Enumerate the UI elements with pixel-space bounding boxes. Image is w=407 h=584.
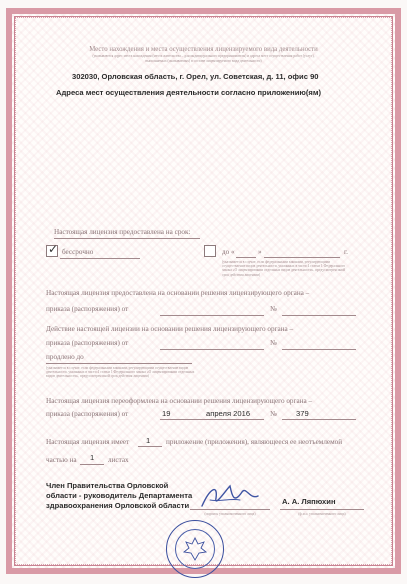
signatory-position-1: Член Правительства Орловской	[46, 481, 169, 490]
extension-line: Действие настоящей лицензии на основании решения лицензирующего органа –	[46, 325, 294, 333]
term-until-checkbox[interactable]	[204, 245, 216, 257]
until-month-line	[264, 257, 340, 258]
until-year: г.	[344, 248, 348, 256]
name-caption: (ф.и.о. уполномоченного лица)	[298, 512, 346, 516]
activity-location-note-2: выполняемых (оказываемых) в составе лицензируемого вида деятельности)	[145, 59, 262, 63]
extension-order-label: приказа (распоряжения) от	[46, 339, 129, 347]
term-note: (указывается в случае, если федеральными законами, регулирующими осуществление видов деятельности, указанных в части 4 статьи 1 Федерального закона «О лицензировании отдельных видов деятельности», предусмотрен иной срок действия лицензии)	[222, 260, 346, 277]
reissue-order-label: приказа (распоряжения) от	[46, 410, 129, 418]
reissue-day: 19	[162, 409, 171, 418]
appendix-sheets-line	[80, 464, 104, 465]
basis-date-line	[160, 315, 264, 316]
activity-location-note-1: (указываются адрес места нахождения (места жительства – для индивидуального предпринимателя) и адреса мест осуществления работ (услуг),	[92, 54, 315, 58]
signatory-position-3: здравоохранения Орловской области	[46, 501, 190, 510]
basis-order-label: приказа (распоряжения) от	[46, 305, 129, 313]
term-label: Настоящая лицензия предоставлена на срок:	[54, 228, 191, 236]
appendix-suffix: приложение (приложения), являющееся ее неотъемлемой	[166, 438, 343, 446]
check-icon: ✓	[48, 242, 59, 256]
license-address: 302030, Орловская область, г. Орел, ул. Советская, д. 11, офис 90	[72, 72, 319, 81]
signatory-name: А. А. Ляпюхин	[282, 497, 336, 506]
handwritten-signature	[196, 480, 266, 514]
term-underline	[54, 238, 200, 239]
appendix-count-line	[138, 446, 162, 447]
extension-date-line	[160, 349, 264, 350]
appendix-part-suffix: листах	[108, 456, 129, 464]
reissue-number-sign: №	[270, 410, 277, 418]
reissue-number: 379	[296, 409, 309, 418]
extended-until-label: продлено до	[46, 353, 84, 361]
reissue-number-line	[282, 419, 356, 420]
basis-line: Настоящая лицензия предоставлена на основании решения лицензирующего органа –	[46, 289, 310, 297]
basis-number-line	[282, 315, 356, 316]
reissue-line: Настоящая лицензия переоформлена на основании решения лицензирующего органа –	[46, 397, 313, 405]
extension-note: (указывается в случае, если федеральными законами, регулирующими осуществление видов деятельности, указанных в части 4 статьи 1 Федерального закона «О лицензировании отдельных видов деятельности», предусмотрен иной срок действия лицензии)	[46, 366, 195, 379]
signature-caption: (подпись уполномоченного лица)	[204, 512, 256, 516]
until-day-line	[236, 257, 256, 258]
until-mid: »	[258, 248, 262, 256]
basis-number-sign: №	[270, 305, 277, 313]
activity-location-heading: Место нахождения и места осуществления лицензируемого вида деятельности	[89, 46, 318, 53]
unlimited-label: бессрочно	[62, 248, 94, 256]
reissue-month-year: апреля 2016	[206, 409, 251, 418]
unlimited-underline	[60, 258, 140, 259]
unlimited-checkbox[interactable]	[46, 242, 59, 257]
reissue-date-line	[160, 419, 264, 420]
signatory-position-2: области - руководитель Департамента	[46, 491, 193, 500]
extension-number-line	[282, 349, 356, 350]
extended-until-line	[46, 363, 192, 364]
appendix-part-prefix: частью на	[46, 456, 77, 464]
activity-places: Адреса мест осуществления деятельности согласно приложению(ям)	[56, 88, 321, 97]
coat-of-arms-icon	[182, 536, 208, 562]
appendix-prefix: Настоящая лицензия имеет	[46, 438, 130, 446]
until-prefix: до «	[222, 248, 235, 256]
extension-number-sign: №	[270, 339, 277, 347]
appendix-count: 1	[146, 436, 151, 445]
name-line	[280, 509, 364, 510]
appendix-sheets: 1	[90, 453, 95, 462]
